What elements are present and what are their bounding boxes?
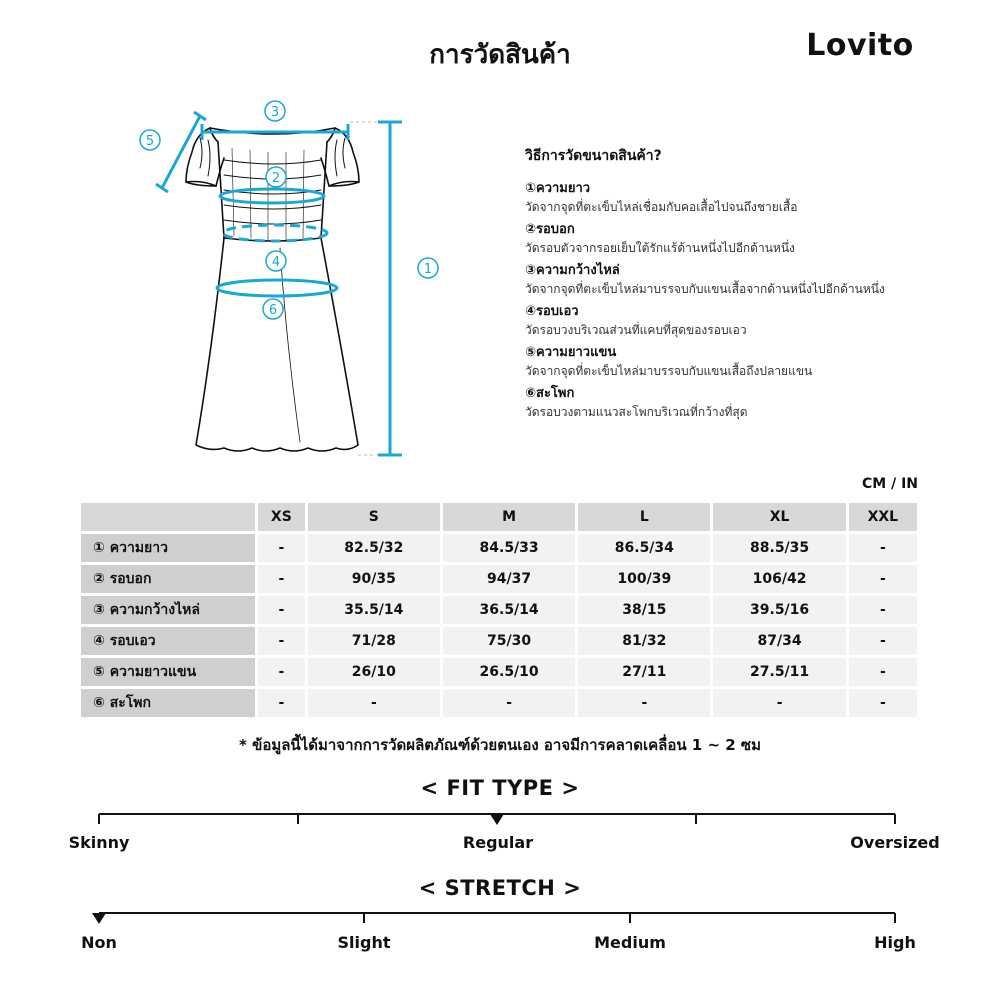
table-cell: -: [443, 689, 575, 717]
brand-logo: Lovito: [806, 28, 914, 63]
fit-type-marker-icon: [490, 814, 504, 825]
table-cell: 26.5/10: [443, 658, 575, 686]
table-cell: -: [258, 596, 305, 624]
row-label: ③ ความกว้างไหล่: [81, 596, 255, 624]
table-cell: 81/32: [578, 627, 710, 655]
stretch-scale: [0, 906, 1000, 930]
table-row: [81, 565, 917, 593]
table-cell: 26/10: [308, 658, 440, 686]
marker-hip: 6: [268, 303, 278, 318]
guide-item-shoulder: ③ความกว้างไหล่ วัดจากจุดที่ตะเข็บไหล่มาบรรจบกับแขนเสื้อจากด้านหนึ่งไปอีกด้านหนึ่ง: [525, 263, 885, 296]
stretch-label-medium: Medium: [594, 933, 666, 952]
table-row: [81, 689, 917, 717]
row-label: ⑥ สะโพก: [81, 689, 255, 717]
size-header: S: [308, 503, 440, 531]
table-cell: -: [258, 534, 305, 562]
guide-item-sleeve: ⑤ความยาวแขน วัดจากจุดที่ตะเข็บไหล่มาบรรจบกับแขนเสื้อถึงปลายแขน: [525, 345, 813, 378]
table-cell: 88.5/35: [713, 534, 845, 562]
fit-type-title: < FIT TYPE >: [420, 776, 580, 800]
table-cell: -: [713, 689, 845, 717]
table-cell: -: [308, 689, 440, 717]
table-cell: 27/11: [578, 658, 710, 686]
table-cell: -: [849, 658, 917, 686]
table-cell: -: [258, 565, 305, 593]
table-cell: -: [849, 534, 917, 562]
page-title: การวัดสินค้า: [429, 40, 571, 70]
row-label: ① ความยาว: [81, 534, 255, 562]
table-row: [81, 534, 917, 562]
row-label: ⑤ ความยาวแขน: [81, 658, 255, 686]
marker-length: 1: [423, 262, 433, 277]
marker-shoulder: 3: [270, 105, 280, 120]
size-header: M: [443, 503, 575, 531]
table-row: [81, 658, 917, 686]
table-cell: 75/30: [443, 627, 575, 655]
fit-label-regular: Regular: [462, 833, 534, 852]
marker-bust: 2: [271, 171, 281, 186]
stretch-label-high: High: [874, 933, 916, 952]
dress-measurement-diagram: [120, 90, 450, 470]
table-corner: [81, 503, 255, 531]
row-label: ④ รอบเอว: [81, 627, 255, 655]
table-cell: 27.5/11: [713, 658, 845, 686]
stretch-marker-icon: [92, 913, 106, 924]
table-cell: 106/42: [713, 565, 845, 593]
table-cell: 38/15: [578, 596, 710, 624]
size-table: [78, 500, 920, 720]
table-cell: 35.5/14: [308, 596, 440, 624]
measurement-note: * ข้อมูลนี้ได้มาจากการวัดผลิตภัณฑ์ด้วยตนเอง อาจมีการคลาดเคลื่อน 1 ~ 2 ซม: [239, 736, 761, 754]
guide-item-bust: ②รอบอก วัดรอบตัวจากรอยเย็บใต้รักแร้ด้านหนึ่งไปอีกด้านหนึ่ง: [525, 222, 795, 255]
table-cell: 94/37: [443, 565, 575, 593]
size-header: L: [578, 503, 710, 531]
table-cell: 39.5/16: [713, 596, 845, 624]
row-label: ② รอบอก: [81, 565, 255, 593]
table-row: [81, 596, 917, 624]
stretch-label-non: Non: [81, 933, 117, 952]
table-cell: 87/34: [713, 627, 845, 655]
table-cell: -: [258, 689, 305, 717]
guide-item-waist: ④รอบเอว วัดรอบวงบริเวณส่วนที่แคบที่สุดของรอบเอว: [525, 304, 747, 337]
table-cell: -: [258, 658, 305, 686]
table-row: [81, 627, 917, 655]
fit-label-oversized: Oversized: [850, 833, 940, 852]
table-cell: 82.5/32: [308, 534, 440, 562]
table-cell: 36.5/14: [443, 596, 575, 624]
measurement-guide: [525, 145, 965, 425]
table-cell: 100/39: [578, 565, 710, 593]
size-header: XS: [258, 503, 305, 531]
table-cell: 86.5/34: [578, 534, 710, 562]
stretch-label-slight: Slight: [337, 933, 391, 952]
table-cell: 90/35: [308, 565, 440, 593]
table-cell: -: [849, 689, 917, 717]
table-cell: -: [849, 596, 917, 624]
unit-label: CM / IN: [862, 476, 918, 492]
guide-heading: วิธีการวัดขนาดสินค้า?: [525, 148, 662, 164]
marker-sleeve: 5: [145, 134, 155, 149]
table-cell: -: [258, 627, 305, 655]
size-header: XXL: [849, 503, 917, 531]
guide-item-hip: ⑥สะโพก วัดรอบวงตามแนวสะโพกบริเวณที่กว้างที่สุด: [525, 386, 748, 419]
fit-type-scale: [0, 808, 1000, 832]
table-cell: -: [849, 627, 917, 655]
table-cell: -: [578, 689, 710, 717]
stretch-title: < STRETCH >: [418, 876, 582, 900]
table-cell: 71/28: [308, 627, 440, 655]
marker-waist: 4: [271, 255, 281, 270]
fit-label-skinny: Skinny: [68, 833, 130, 852]
table-cell: 84.5/33: [443, 534, 575, 562]
guide-item-length: ①ความยาว วัดจากจุดที่ตะเข็บไหล่เชื่อมกับคอเสื้อไปจนถึงชายเสื้อ: [525, 181, 798, 214]
size-header: XL: [713, 503, 845, 531]
table-header-row: [81, 503, 917, 531]
table-cell: -: [849, 565, 917, 593]
